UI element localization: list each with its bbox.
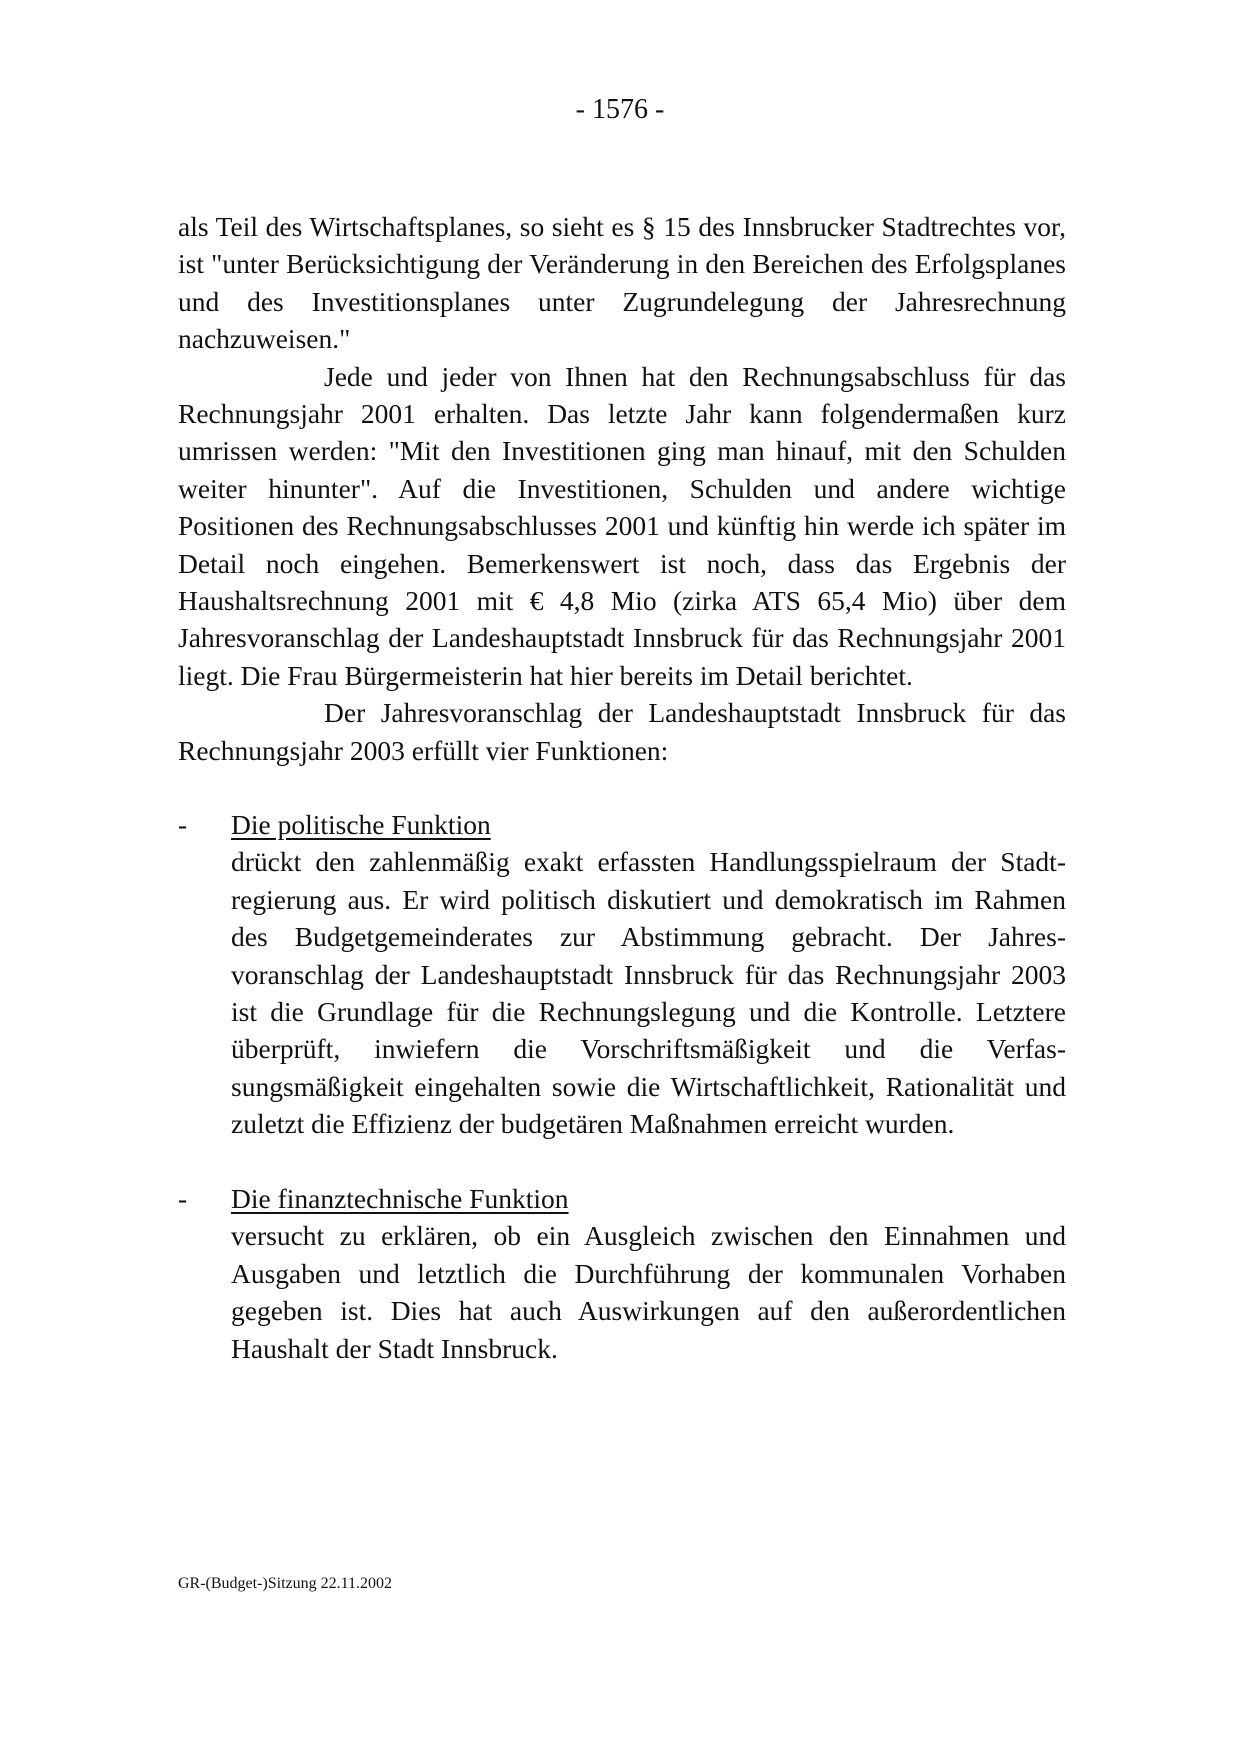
list-body-text: drückt den zahlenmäßig exakt erfassten Handlungsspielraum der Stadtregierung aus. Er wird politisch diskutiert und demokratisch im Rahmen des Budgetgemeinderates zur Abstimmung gebracht. Der Jahresvoranschlag der Landeshauptstadt Innsbruck für das Rechnungsjahr 2003 ist die Grundlage für die Rechnungslegung und die Kontrolle. Letztere überprüft, inwiefern die Vorschriftsmäßigkeit und die Verfassungsmäßigkeit eingehalten sowie die Wirtschaftlichkeit, Rationalität und zuletzt die Effizienz der budgetären Maßnahmen erreicht wurden. — [231, 846, 1066, 1140]
page-number: - 1576 - — [575, 94, 665, 125]
list-body-text: versucht zu erklären, ob ein Ausgleich zwischen den Einnahmen und Ausgaben und letztlich die Durchführung der kommunalen Vorhaben gegeben ist. Dies hat auch Auswirkungen auf den außerordentlichen Haushalt der Stadt Innsbruck. — [231, 1220, 1066, 1364]
paragraph-jahresvoranschlag: Der Jahresvoranschlag der Landeshauptstadt Innsbruck für das Rechnungsjahr 2003 erfüllt vier Funktionen: — [178, 697, 1066, 766]
list-bullet: - — [178, 809, 188, 840]
paragraph-rechnungsabschluss: Jede und jeder von Ihnen hat den Rechnungsabschluss für das Rechnungsjahr 2001 erhalten. Das letzte Jahr kann folgendermaßen kurz umrissen werden: "Mit den Investitionen ging man hinauf, mit den Schulden weiter hinunter". Auf die Investitionen, Schulden und andere wichtige Positionen des Rechnungsabschlusses 2001 und künftig hin werde ich später im Detail noch eingehen. Bemerkenswert ist noch, dass das Ergebnis der Haushaltsrechnung 2001 mit € 4,8 Mio (zirka ATS 65,4 Mio) über dem Jahresvoranschlag der Landeshauptstadt Innsbruck für das Rechnungsjahr 2001 liegt. Die Frau Bürgermeisterin hat hier bereits im Detail berichtet. — [178, 360, 1066, 691]
body-text — [178, 208, 1066, 769]
list-heading: Die finanztechnische Funktion — [231, 1183, 569, 1214]
footer-session-label: GR-(Budget-)Sitzung 22.11.2002 — [178, 1575, 393, 1592]
list-bullet: - — [178, 1183, 188, 1214]
paragraph-continuation: als Teil des Wirtschaftsplanes, so sieht es § 15 des Innsbrucker Stadtrechtes vor, ist "unter Berücksichtigung der Veränderung in den Bereichen des Erfolgsplanes und des Investitionsplanes unter Zugrundelegung der Jahresrechnung nachzuweisen." — [178, 211, 1066, 355]
list-heading: Die politische Funktion — [231, 809, 491, 840]
